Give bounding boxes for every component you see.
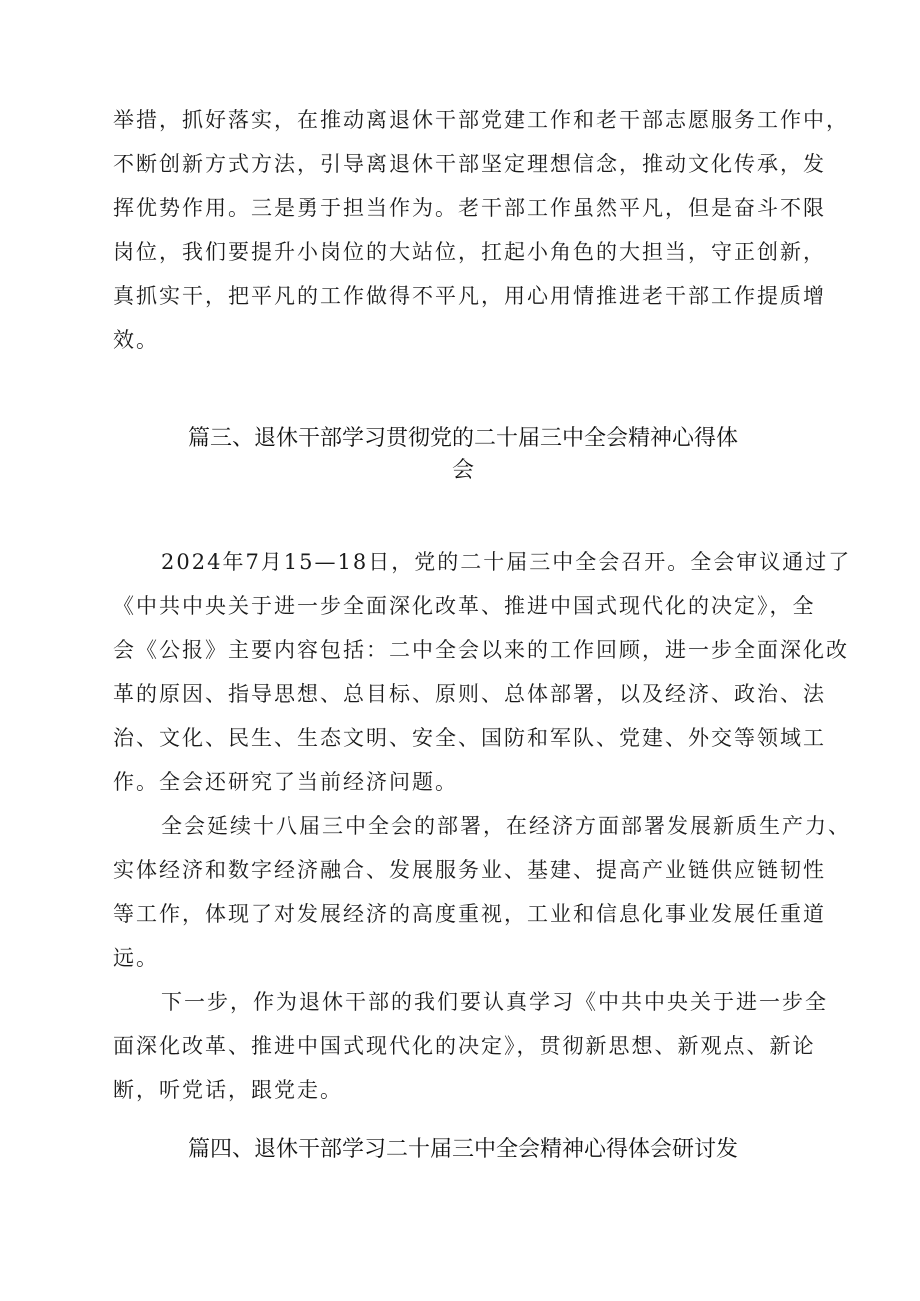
text-line: 效。 (113, 328, 159, 352)
section3-title (113, 423, 813, 487)
section4-title-line1: 篇四、退休干部学习二十届三中全会精神心得体会研讨发 (187, 1137, 738, 1162)
text-line: 2024年7月15—18日，党的二十届三中全会召开。全会审议通过了 (161, 550, 852, 574)
text-line: 作。全会还研究了当前经济问题。 (113, 770, 458, 794)
text-line: 全会延续十八届三中全会的部署，在经济方面部署发展新质生产力、 (161, 814, 851, 838)
text-line: 下一步，作为退休干部的我们要认真学习《中共中央关于进一步全 (161, 990, 828, 1014)
text-line: 不断创新方式方法，引导离退休干部坚定理想信念，推动文化传承，发 (113, 152, 826, 176)
text-line: 治、文化、民生、生态文明、安全、国防和军队、党建、外交等领域工 (113, 726, 826, 750)
section4-title (113, 1134, 813, 1166)
text-line: 实体经济和数字经济融合、发展服务业、基建、提高产业链供应链韧性 (113, 858, 826, 882)
text-line: 岗位，我们要提升小岗位的大站位，扛起小角色的大担当，守正创新， (113, 240, 826, 264)
section3-title-line2: 会 (451, 458, 474, 483)
section3-paragraph-1 (113, 540, 852, 804)
text-line: 挥优势作用。三是勇于担当作为。老干部工作虽然平凡，但是奋斗不限 (113, 196, 826, 220)
text-line: 会《公报》主要内容包括：二中全会以来的工作回顾，进一步全面深化改 (113, 638, 849, 662)
text-line: 举措，抓好落实，在推动离退休干部党建工作和老干部志愿服务工作中， (113, 108, 849, 132)
text-line: 面深化改革、推进中国式现代化的决定》，贯彻新思想、新观点、新论 (113, 1034, 816, 1058)
text-line: 《中共中央关于进一步全面深化改革、推进中国式现代化的决定》，全 (113, 594, 816, 618)
text-line: 等工作，体现了对发展经济的高度重视，工业和信息化事业发展任重道 (113, 902, 826, 926)
continuation-paragraph (113, 98, 849, 362)
section3-paragraph-3 (113, 980, 828, 1112)
text-line: 革的原因、指导思想、总目标、原则、总体部署，以及经济、政治、法 (113, 682, 826, 706)
text-line: 断，听党话，跟党走。 (113, 1078, 343, 1102)
section3-paragraph-2 (113, 804, 851, 980)
text-line: 真抓实干，把平凡的工作做得不平凡，用心用情推进老干部工作提质增 (113, 284, 826, 308)
section3-title-line1: 篇三、退休干部学习贯彻党的二十届三中全会精神心得体 (187, 426, 738, 451)
text-line: 远。 (113, 946, 159, 970)
